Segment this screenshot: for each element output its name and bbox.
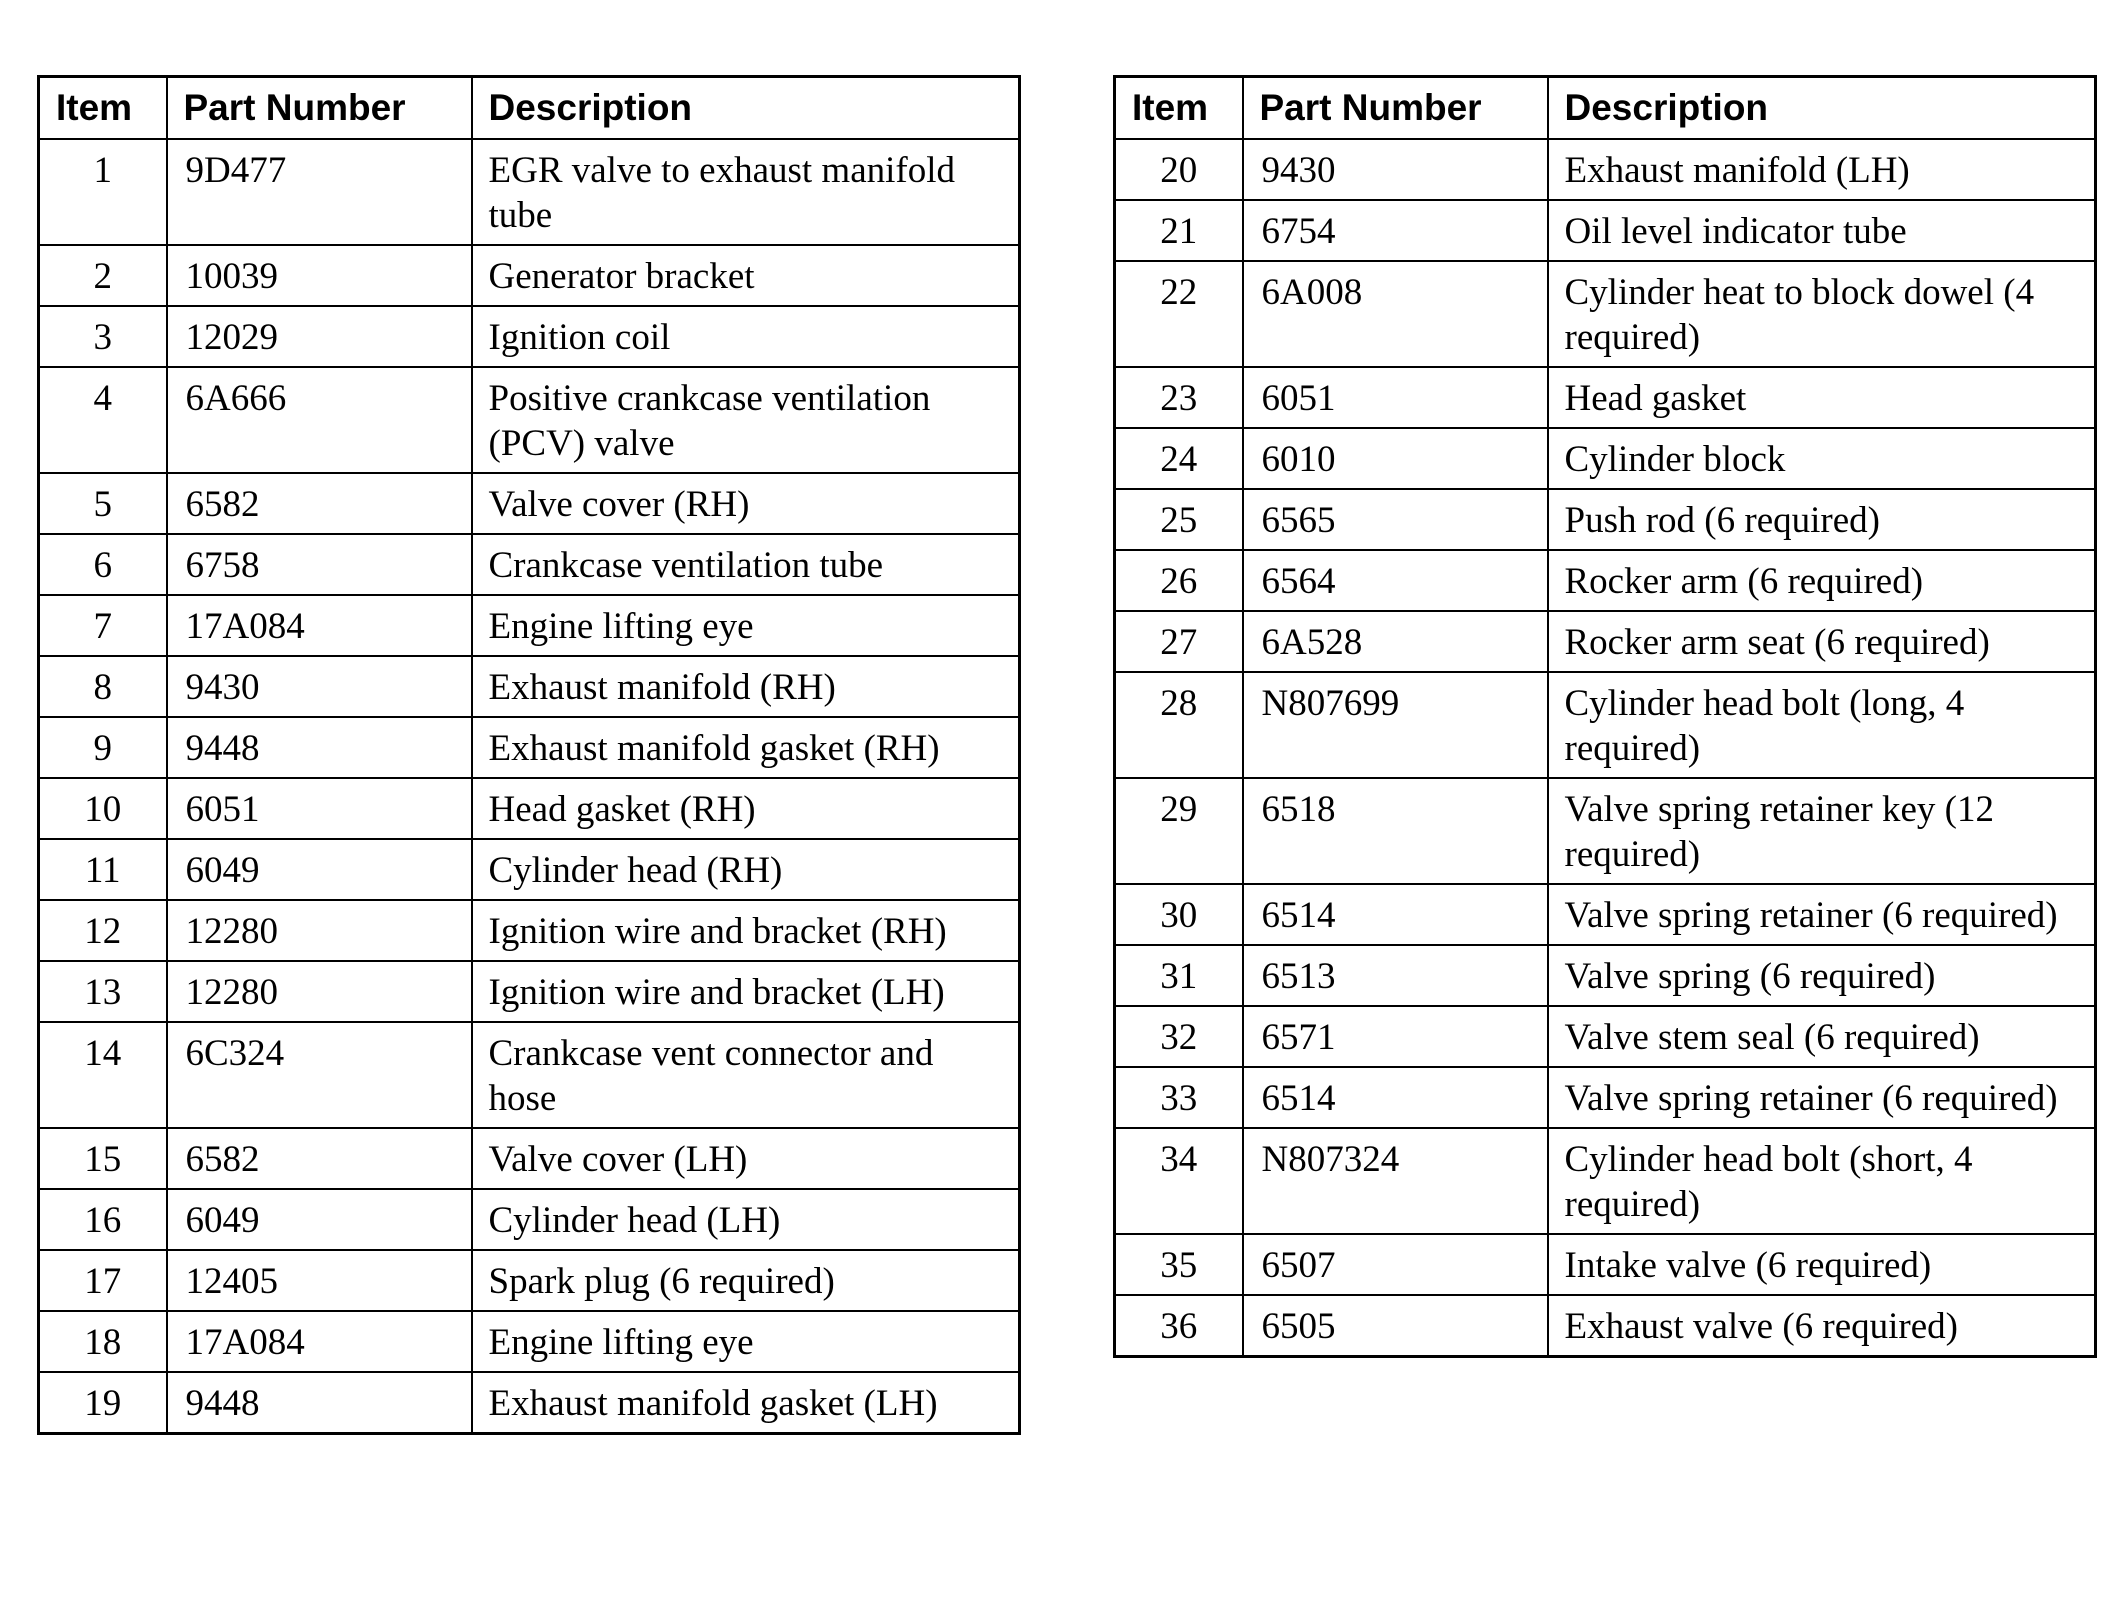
part-number-cell: 6518 — [1243, 778, 1548, 884]
item-number-cell: 21 — [1115, 200, 1243, 261]
item-number-cell: 25 — [1115, 489, 1243, 550]
item-number-cell: 19 — [39, 1372, 167, 1434]
table-row — [39, 595, 1020, 656]
description-cell: Crankcase ventilation tube — [472, 534, 1020, 595]
parts-table-right-body — [1115, 139, 2096, 1357]
table-row — [39, 839, 1020, 900]
description-cell: Valve cover (RH) — [472, 473, 1020, 534]
part-number-cell: 6754 — [1243, 200, 1548, 261]
description-cell: Ignition wire and bracket (LH) — [472, 961, 1020, 1022]
table-row — [1115, 1128, 2096, 1234]
part-number-cell: 12280 — [167, 961, 472, 1022]
table-row — [39, 1311, 1020, 1372]
description-cell: Crankcase vent connector and hose — [472, 1022, 1020, 1128]
description-cell: Intake valve (6 required) — [1548, 1234, 2096, 1295]
description-cell: Rocker arm (6 required) — [1548, 550, 2096, 611]
description-cell: Exhaust manifold (RH) — [472, 656, 1020, 717]
description-cell: Cylinder head bolt (long, 4 required) — [1548, 672, 2096, 778]
table-row — [39, 961, 1020, 1022]
part-number-cell: 6C324 — [167, 1022, 472, 1128]
item-number-cell: 6 — [39, 534, 167, 595]
part-number-cell: 6758 — [167, 534, 472, 595]
item-number-cell: 8 — [39, 656, 167, 717]
part-number-cell: 6010 — [1243, 428, 1548, 489]
item-number-cell: 7 — [39, 595, 167, 656]
item-number-cell: 18 — [39, 1311, 167, 1372]
table-row — [1115, 1067, 2096, 1128]
table-row — [1115, 489, 2096, 550]
description-cell: Ignition coil — [472, 306, 1020, 367]
description-cell: Cylinder head (RH) — [472, 839, 1020, 900]
item-number-cell: 23 — [1115, 367, 1243, 428]
part-number-cell: 6A528 — [1243, 611, 1548, 672]
table-row — [1115, 611, 2096, 672]
table-row — [39, 656, 1020, 717]
part-number-cell: 17A084 — [167, 595, 472, 656]
description-cell: Cylinder head (LH) — [472, 1189, 1020, 1250]
description-cell: Valve spring retainer (6 required) — [1548, 884, 2096, 945]
description-cell: Cylinder heat to block dowel (4 required) — [1548, 261, 2096, 367]
part-number-cell: 6A008 — [1243, 261, 1548, 367]
table-row — [1115, 1295, 2096, 1357]
part-number-cell: 12280 — [167, 900, 472, 961]
part-number-cell: 6507 — [1243, 1234, 1548, 1295]
table-row — [1115, 672, 2096, 778]
description-cell: Engine lifting eye — [472, 1311, 1020, 1372]
item-number-cell: 1 — [39, 139, 167, 245]
part-number-cell: 6A666 — [167, 367, 472, 473]
item-number-cell: 22 — [1115, 261, 1243, 367]
item-number-cell: 20 — [1115, 139, 1243, 200]
part-number-cell: 6582 — [167, 1128, 472, 1189]
item-number-cell: 32 — [1115, 1006, 1243, 1067]
table-row — [39, 1189, 1020, 1250]
header-row — [39, 77, 1020, 140]
part-number-cell: 6571 — [1243, 1006, 1548, 1067]
item-number-cell: 5 — [39, 473, 167, 534]
description-cell: Cylinder block — [1548, 428, 2096, 489]
description-cell: Valve stem seal (6 required) — [1548, 1006, 2096, 1067]
part-number-column-header: Part Number — [167, 77, 472, 140]
part-number-cell: 6564 — [1243, 550, 1548, 611]
table-row — [39, 1128, 1020, 1189]
part-number-cell: 6051 — [167, 778, 472, 839]
table-row — [39, 534, 1020, 595]
table-row — [1115, 428, 2096, 489]
item-number-cell: 4 — [39, 367, 167, 473]
header-row — [1115, 77, 2096, 140]
part-number-column-header: Part Number — [1243, 77, 1548, 140]
part-number-cell: 6513 — [1243, 945, 1548, 1006]
description-cell: Valve spring (6 required) — [1548, 945, 2096, 1006]
description-cell: Spark plug (6 required) — [472, 1250, 1020, 1311]
item-number-cell: 2 — [39, 245, 167, 306]
item-column-header: Item — [1115, 77, 1243, 140]
item-number-cell: 17 — [39, 1250, 167, 1311]
description-cell: Valve spring retainer (6 required) — [1548, 1067, 2096, 1128]
table-row — [1115, 1234, 2096, 1295]
table-row — [39, 900, 1020, 961]
description-cell: Head gasket — [1548, 367, 2096, 428]
description-cell: Positive crankcase ventilation (PCV) valve — [472, 367, 1020, 473]
description-cell: EGR valve to exhaust manifold tube — [472, 139, 1020, 245]
table-row — [1115, 550, 2096, 611]
description-cell: Exhaust valve (6 required) — [1548, 1295, 2096, 1357]
table-row — [39, 1250, 1020, 1311]
item-number-cell: 3 — [39, 306, 167, 367]
table-row — [39, 473, 1020, 534]
item-number-cell: 24 — [1115, 428, 1243, 489]
table-row — [39, 306, 1020, 367]
item-number-cell: 13 — [39, 961, 167, 1022]
part-number-cell: N807324 — [1243, 1128, 1548, 1234]
part-number-cell: 6049 — [167, 1189, 472, 1250]
part-number-cell: 9430 — [167, 656, 472, 717]
description-cell: Exhaust manifold gasket (LH) — [472, 1372, 1020, 1434]
item-number-cell: 28 — [1115, 672, 1243, 778]
table-row — [1115, 884, 2096, 945]
parts-table-right — [1113, 75, 2097, 1358]
item-number-cell: 11 — [39, 839, 167, 900]
table-row — [39, 717, 1020, 778]
description-cell: Oil level indicator tube — [1548, 200, 2096, 261]
part-number-cell: N807699 — [1243, 672, 1548, 778]
table-row — [1115, 945, 2096, 1006]
description-cell: Rocker arm seat (6 required) — [1548, 611, 2096, 672]
part-number-cell: 6505 — [1243, 1295, 1548, 1357]
item-number-cell: 9 — [39, 717, 167, 778]
description-cell: Exhaust manifold (LH) — [1548, 139, 2096, 200]
description-cell: Engine lifting eye — [472, 595, 1020, 656]
part-number-cell: 10039 — [167, 245, 472, 306]
part-number-cell: 6049 — [167, 839, 472, 900]
description-cell: Generator bracket — [472, 245, 1020, 306]
table-row — [39, 778, 1020, 839]
item-column-header: Item — [39, 77, 167, 140]
table-row — [39, 1372, 1020, 1434]
table-row — [1115, 367, 2096, 428]
description-cell: Head gasket (RH) — [472, 778, 1020, 839]
description-column-header: Description — [472, 77, 1020, 140]
part-number-cell: 6582 — [167, 473, 472, 534]
table-row — [1115, 1006, 2096, 1067]
item-number-cell: 35 — [1115, 1234, 1243, 1295]
part-number-cell: 6514 — [1243, 1067, 1548, 1128]
description-cell: Valve spring retainer key (12 required) — [1548, 778, 2096, 884]
table-row — [39, 367, 1020, 473]
item-number-cell: 12 — [39, 900, 167, 961]
item-number-cell: 14 — [39, 1022, 167, 1128]
table-row — [1115, 778, 2096, 884]
table-row — [1115, 139, 2096, 200]
table-row — [1115, 261, 2096, 367]
table-row — [39, 245, 1020, 306]
item-number-cell: 29 — [1115, 778, 1243, 884]
item-number-cell: 36 — [1115, 1295, 1243, 1357]
item-number-cell: 33 — [1115, 1067, 1243, 1128]
parts-table-left-body — [39, 139, 1020, 1434]
part-number-cell: 9448 — [167, 1372, 472, 1434]
part-number-cell: 12405 — [167, 1250, 472, 1311]
item-number-cell: 10 — [39, 778, 167, 839]
part-number-cell: 9448 — [167, 717, 472, 778]
table-row — [1115, 200, 2096, 261]
description-cell: Valve cover (LH) — [472, 1128, 1020, 1189]
part-number-cell: 9430 — [1243, 139, 1548, 200]
description-cell: Ignition wire and bracket (RH) — [472, 900, 1020, 961]
description-cell: Cylinder head bolt (short, 4 required) — [1548, 1128, 2096, 1234]
item-number-cell: 27 — [1115, 611, 1243, 672]
part-number-cell: 17A084 — [167, 1311, 472, 1372]
item-number-cell: 26 — [1115, 550, 1243, 611]
item-number-cell: 31 — [1115, 945, 1243, 1006]
table-row — [39, 139, 1020, 245]
item-number-cell: 16 — [39, 1189, 167, 1250]
description-cell: Push rod (6 required) — [1548, 489, 2096, 550]
part-number-cell: 9D477 — [167, 139, 472, 245]
table-row — [39, 1022, 1020, 1128]
part-number-cell: 12029 — [167, 306, 472, 367]
description-cell: Exhaust manifold gasket (RH) — [472, 717, 1020, 778]
item-number-cell: 34 — [1115, 1128, 1243, 1234]
part-number-cell: 6514 — [1243, 884, 1548, 945]
parts-table-left — [37, 75, 1021, 1435]
item-number-cell: 30 — [1115, 884, 1243, 945]
part-number-cell: 6051 — [1243, 367, 1548, 428]
item-number-cell: 15 — [39, 1128, 167, 1189]
part-number-cell: 6565 — [1243, 489, 1548, 550]
description-column-header: Description — [1548, 77, 2096, 140]
